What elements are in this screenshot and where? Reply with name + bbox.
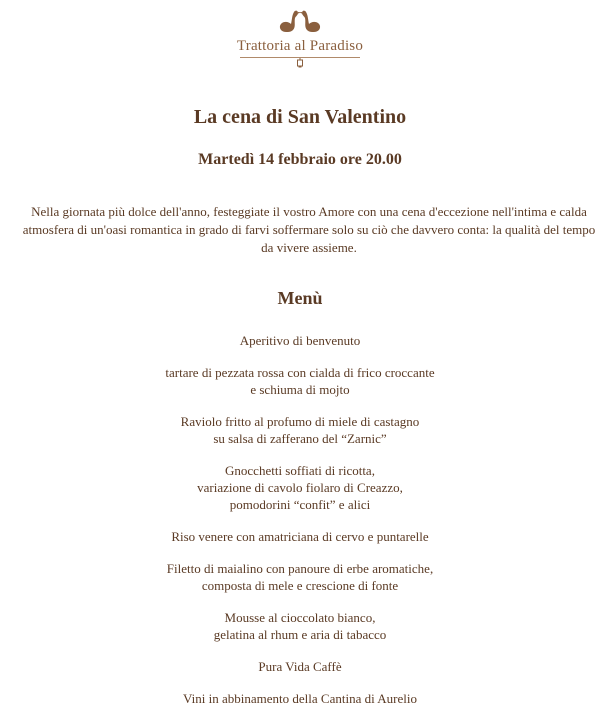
menu-item-line: Gnocchetti soffiati di ricotta,	[225, 463, 375, 478]
menu-item	[0, 332, 600, 349]
menu-item-line: tartare di pezzata rossa con cialda di frico croccante	[165, 365, 435, 380]
menu-item	[0, 609, 600, 643]
menu-item-line: su salsa di zafferano del “Zarnic”	[213, 431, 387, 446]
menu-heading: Menù	[277, 288, 323, 308]
menu-item	[0, 462, 600, 513]
menu-item-line: Raviolo fritto al profumo di miele di castagno	[180, 414, 420, 429]
lantern-icon	[296, 58, 304, 68]
page-title: La cena di San Valentino	[193, 106, 407, 128]
menu-item-line: pomodorini “confit” e alici	[229, 497, 371, 512]
menu-item-line: Riso venere con amatriciana di cervo e puntarelle	[171, 529, 429, 544]
menu-list	[0, 332, 600, 722]
menu-item-line: composta di mele e crescione di fonte	[201, 578, 399, 593]
menu-item-line: Filetto di maialino con panoure di erbe aromatiche,	[166, 561, 434, 576]
menu-item-line: variazione di cavolo fiolaro di Creazzo,	[197, 480, 403, 495]
menu-item-line: Vini in abbinamento della Cantina di Aurelio	[183, 691, 417, 706]
two-geese-icon	[270, 6, 330, 36]
menu-item-line: Pura Vida Caffè	[258, 659, 342, 674]
restaurant-logo	[0, 6, 600, 68]
event-date: Martedì 14 febbraio ore 20.00	[198, 151, 402, 168]
menu-item	[0, 364, 600, 398]
menu-item-line: e schiuma di mojto	[250, 382, 350, 397]
menu-item	[0, 413, 600, 447]
menu-item	[0, 560, 600, 594]
menu-item	[0, 690, 600, 707]
intro-paragraph: Nella giornata più dolce dell'anno, festeggiate il vostro Amore con una cena d'eccezione nell'intima e calda atmosfera di un'oasi romantica in grado di farvi soffermare solo su ciò che davvero conta: la qualità del tempo da vivere assieme.	[22, 204, 596, 255]
menu-item-line: Mousse al cioccolato bianco,	[224, 610, 376, 625]
menu-item	[0, 658, 600, 675]
menu-item-line: Aperitivo di benvenuto	[239, 333, 361, 348]
menu-item	[0, 528, 600, 545]
menu-item-line: gelatina al rhum e aria di tabacco	[213, 627, 387, 642]
logo-text: Trattoria al Paradiso	[236, 38, 364, 54]
